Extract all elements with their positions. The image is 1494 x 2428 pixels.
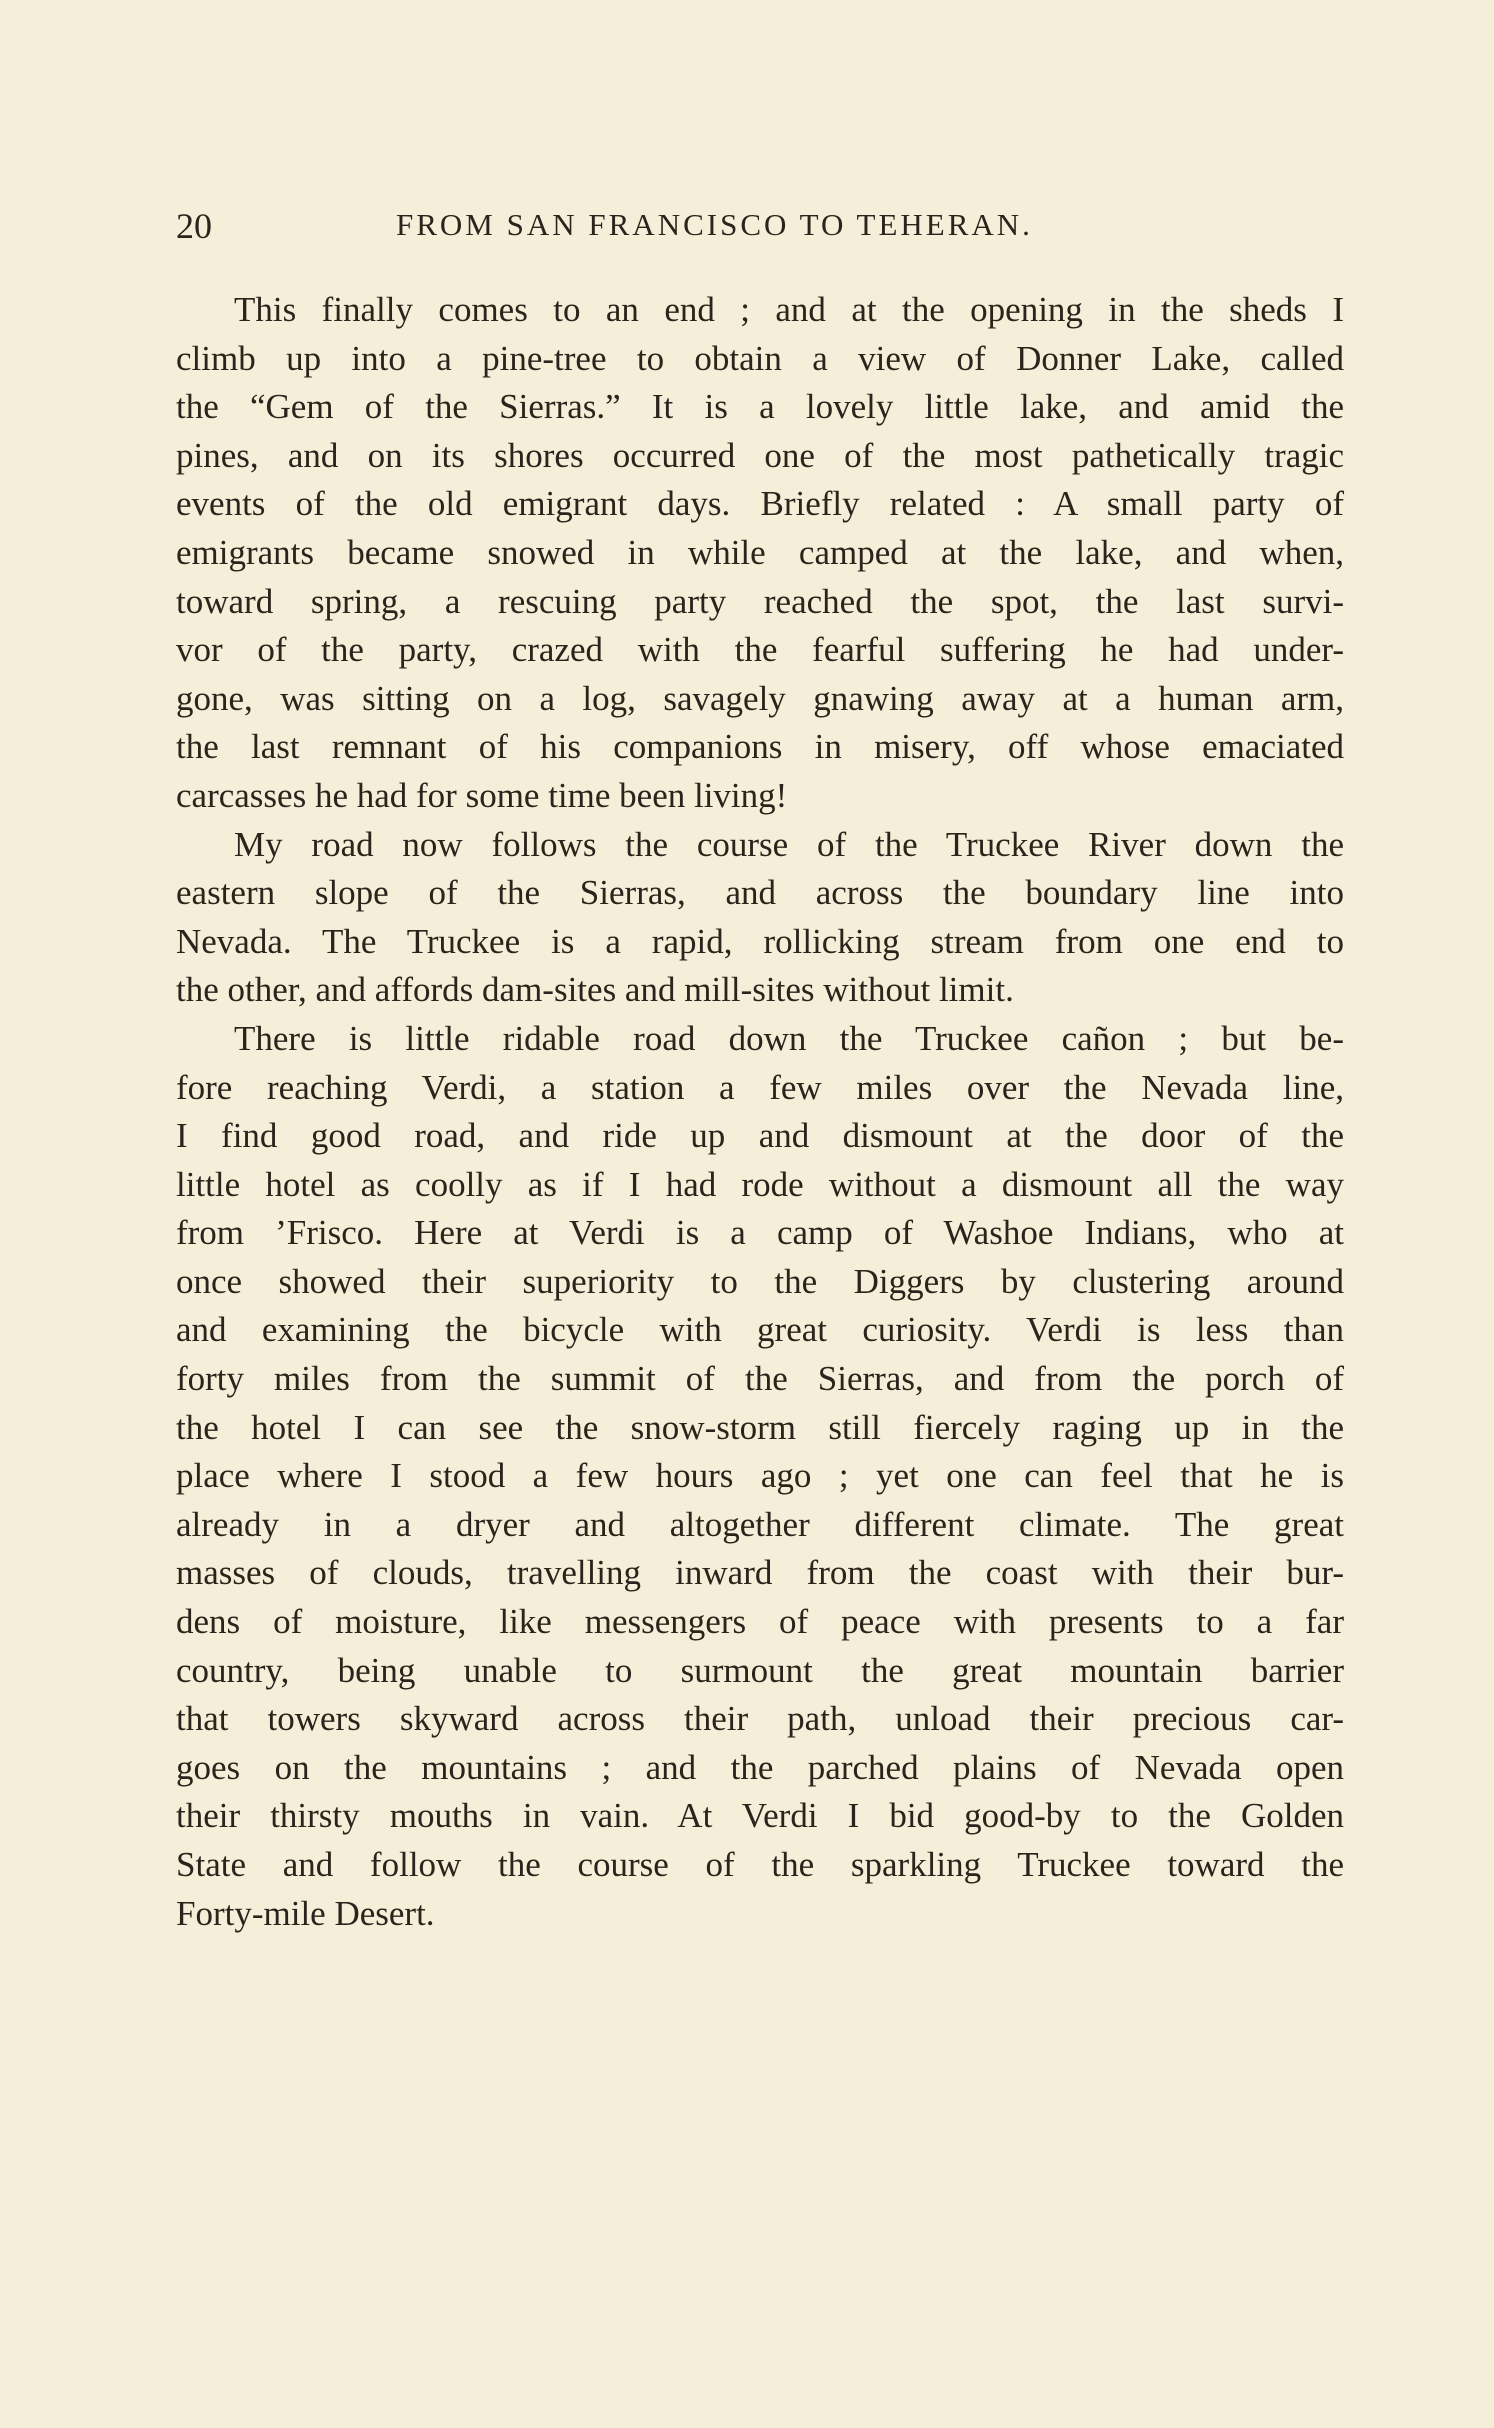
text-line: from ’Frisco. Here at Verdi is a camp of Washoe Indians, who at <box>176 1213 1344 1253</box>
text-line: gone, was sitting on a log, savagely gnawing away at a human arm, <box>176 678 1344 718</box>
text-line: Nevada. The Truckee is a rapid, rollicking stream from one end to <box>176 921 1344 961</box>
text-line: country, being unable to surmount the great mountain barrier <box>176 1650 1344 1690</box>
text-line: masses of clouds, travelling inward from the coast with their bur- <box>176 1553 1344 1593</box>
text-line: There is little ridable road down the Truckee cañon ; but be- <box>234 1018 1344 1058</box>
text-line: that towers skyward across their path, unload their precious car- <box>176 1699 1344 1739</box>
text-line: My road now follows the course of the Truckee River down the <box>234 824 1344 864</box>
text-line: and examining the bicycle with great curiosity. Verdi is less than <box>176 1310 1344 1350</box>
text-line: toward spring, a rescuing party reached the spot, the last survi- <box>176 581 1344 621</box>
text-line: the hotel I can see the snow-storm still fiercely raging up in the <box>176 1407 1344 1447</box>
text-line: little hotel as coolly as if I had rode without a dismount all the way <box>176 1164 1344 1204</box>
text-line: the other, and affords dam-sites and mill-sites without limit. <box>176 970 1014 1010</box>
text-line: already in a dryer and altogether different climate. The great <box>176 1504 1344 1544</box>
text-line: pines, and on its shores occurred one of the most pathetically tragic <box>176 435 1344 475</box>
running-title: FROM SAN FRANCISCO TO TEHERAN. <box>396 207 1033 242</box>
text-line: This finally comes to an end ; and at the opening in the sheds I <box>234 290 1344 329</box>
text-line: the “Gem of the Sierras.” It is a lovely little lake, and amid the <box>176 387 1344 427</box>
text-line: carcasses he had for some time been living! <box>176 775 788 815</box>
text-line: the last remnant of his companions in misery, off whose emaciated <box>176 727 1344 767</box>
text-line: forty miles from the summit of the Sierras, and from the porch of <box>176 1359 1344 1399</box>
text-line: place where I stood a few hours ago ; yet one can feel that he is <box>176 1456 1344 1496</box>
text-line: climb up into a pine-tree to obtain a view of Donner Lake, called <box>176 338 1344 378</box>
text-line: events of the old emigrant days. Briefly related : A small party of <box>176 484 1344 524</box>
text-line: State and follow the course of the sparkling Truckee toward the <box>176 1845 1344 1884</box>
text-line: goes on the mountains ; and the parched plains of Nevada open <box>176 1747 1344 1787</box>
text-line: their thirsty mouths in vain. At Verdi I bid good-by to the Golden <box>176 1796 1344 1836</box>
text-line: once showed their superiority to the Diggers by clustering around <box>176 1261 1344 1301</box>
text-line: emigrants became snowed in while camped at the lake, and when, <box>176 532 1344 572</box>
text-line: Forty-mile Desert. <box>176 1893 435 1933</box>
body-text <box>176 286 1344 1938</box>
text-line: I find good road, and ride up and dismount at the door of the <box>176 1116 1344 1156</box>
text-line: eastern slope of the Sierras, and across the boundary line into <box>176 873 1344 913</box>
running-head <box>176 205 1340 253</box>
text-line: fore reaching Verdi, a station a few miles over the Nevada line, <box>176 1067 1344 1107</box>
page-number: 20 <box>176 206 212 246</box>
text-line: vor of the party, crazed with the fearful suffering he had under- <box>176 630 1344 670</box>
text-line: dens of moisture, like messengers of peace with presents to a far <box>176 1602 1344 1642</box>
